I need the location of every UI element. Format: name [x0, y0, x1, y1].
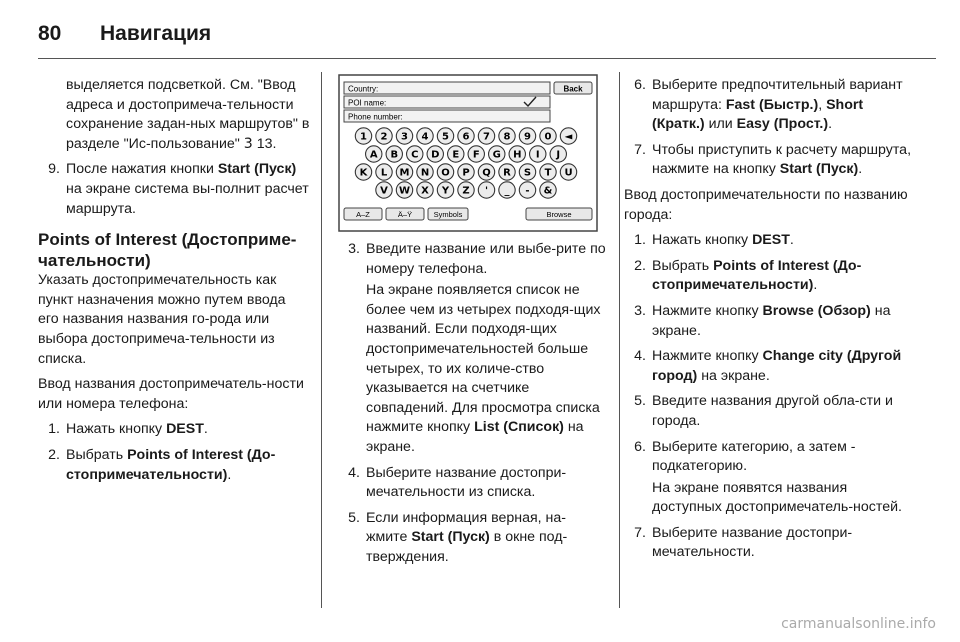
- key-label: W: [398, 185, 411, 197]
- key-label: A: [369, 149, 378, 161]
- city-step-2: 2. Выбрать Points of Interest (До-стопримечательности).: [634, 257, 862, 294]
- key-label: &: [543, 185, 553, 197]
- header-rule: [38, 58, 936, 59]
- key-label: T: [544, 167, 552, 179]
- key-label: 5: [442, 131, 449, 143]
- key-label: I: [535, 149, 540, 161]
- key-label: 9: [524, 131, 531, 143]
- key-label: Q: [482, 167, 491, 179]
- ay-button-label: Ä–Ÿ: [397, 210, 413, 219]
- key-label: 2: [380, 131, 388, 143]
- column-divider-1: [321, 72, 322, 608]
- step-9: 9. После нажатия кнопки Start (Пуск) на экране система вы-полнит расчет маршрута.: [48, 161, 309, 217]
- key-label: 7: [483, 131, 490, 143]
- page-number: 80: [38, 22, 62, 45]
- section-subintro: Ввод названия достопримечатель-ности или номера телефона:: [38, 376, 304, 412]
- watermark: carmanualsonline.info: [781, 616, 936, 632]
- phone-number-label: Phone number:: [348, 112, 403, 122]
- key-label: _: [504, 185, 510, 197]
- key-label: P: [462, 167, 470, 179]
- key-label: 3: [401, 131, 408, 143]
- step-3: 3. Введите название или выбе-рите по номеру телефона. На экране появляется список не более чем из четырех подходя-щих названий. Если подходя-щих достопримечательностей больше четырех, то их количе-ство указывается на счетчике совпадений. Для просмотра списка нажмите кнопку List (Список) на экране.: [348, 241, 606, 455]
- key-label: ◄: [564, 131, 573, 143]
- key-label: C: [411, 149, 419, 161]
- browse-button-label: Browse: [546, 210, 572, 219]
- key-label: O: [441, 167, 450, 179]
- section-heading: Points of Interest (Достоприме-чательности): [38, 230, 297, 271]
- key-label: F: [472, 149, 480, 161]
- city-step-4: 4. Нажмите кнопку Change city (Другой город) на экране.: [634, 348, 902, 384]
- key-label: L: [380, 167, 388, 179]
- key-label: Z: [462, 185, 470, 197]
- key-label: J: [556, 149, 561, 161]
- page-header: [38, 18, 211, 50]
- country-label: Country:: [348, 84, 379, 94]
- key-label: G: [492, 149, 501, 161]
- step-5: 5. Если информация верная, на-жмите Start (Пуск) в окне под-тверждения.: [348, 509, 568, 565]
- key-label: V: [380, 185, 388, 197]
- key-label: U: [564, 167, 573, 179]
- step-4: 4. Выберите название достопри-мечательности из списка.: [348, 464, 567, 501]
- key-label: 1: [360, 131, 367, 143]
- symbols-button-label: Symbols: [433, 210, 463, 219]
- key-label: 8: [503, 131, 511, 143]
- section-intro: Указать достопримечательность как пункт назначения можно путем ввода его названия названия го-рода или выбора достопримеча-тельности из списка.: [38, 272, 286, 367]
- city-step-1: 1. Нажать кнопку DEST.: [634, 232, 794, 249]
- city-step-6: 6. Выберите категорию, а затем - подкатегорию. На экране появятся названия доступных достопримечатель-ностей.: [634, 438, 902, 516]
- key-label: 6: [462, 131, 470, 143]
- back-button-label: Back: [563, 84, 583, 94]
- intro-text: выделяется подсветкой. См. "Ввод адреса и достопримеча-тельности сохранение задан-ных маршрутов" в разделе "Ис-пользование" 3 13.: [66, 77, 310, 152]
- step-1: 1. Нажать кнопку DEST.: [48, 421, 208, 438]
- city-step-5: 5. Введите названия другой обла-сти и города.: [634, 393, 893, 429]
- key-label: 4: [421, 131, 429, 143]
- az-button-label: A–Z: [356, 210, 370, 219]
- city-step-3: 3. Нажмите кнопку Browse (Обзор) на экране.: [634, 302, 891, 339]
- key-label: E: [452, 149, 460, 161]
- key-label: X: [421, 185, 429, 197]
- page-ref-icon: 3: [243, 135, 253, 152]
- step-2: 2. Выбрать Points of Interest (До-стопримечательности).: [48, 446, 276, 483]
- key-label: -: [525, 185, 530, 197]
- step-6: 6. Выберите предпочтительный вариант маршрута: Fast (Быстр.), Short (Кратк.) или Easy (Прост.).: [634, 77, 903, 133]
- key-label: Y: [441, 185, 450, 197]
- key-label: B: [390, 149, 399, 161]
- key-label: H: [513, 149, 522, 161]
- key-label: S: [523, 167, 532, 179]
- key-label: N: [420, 167, 430, 179]
- column-divider-2: [619, 72, 620, 608]
- key-label: M: [399, 167, 410, 179]
- key-label: K: [359, 167, 368, 179]
- column-1: [38, 76, 310, 485]
- key-label: ': [484, 185, 489, 197]
- column-3: [624, 76, 914, 563]
- key-label: D: [431, 149, 440, 161]
- column-2: [338, 240, 606, 568]
- city-intro: Ввод достопримечательности по названию города:: [624, 186, 908, 223]
- key-label: 0: [544, 131, 552, 143]
- city-step-7: 7. Выберите название достопри-мечательности.: [634, 524, 853, 561]
- key-label: R: [503, 167, 511, 179]
- step-7: 7. Чтобы приступить к расчету маршрута, нажмите на кнопку Start (Пуск).: [634, 141, 912, 178]
- poi-name-label: POI name:: [348, 98, 387, 108]
- navigation-screen-illustration: [338, 74, 598, 232]
- page-title: Навигация: [100, 22, 212, 45]
